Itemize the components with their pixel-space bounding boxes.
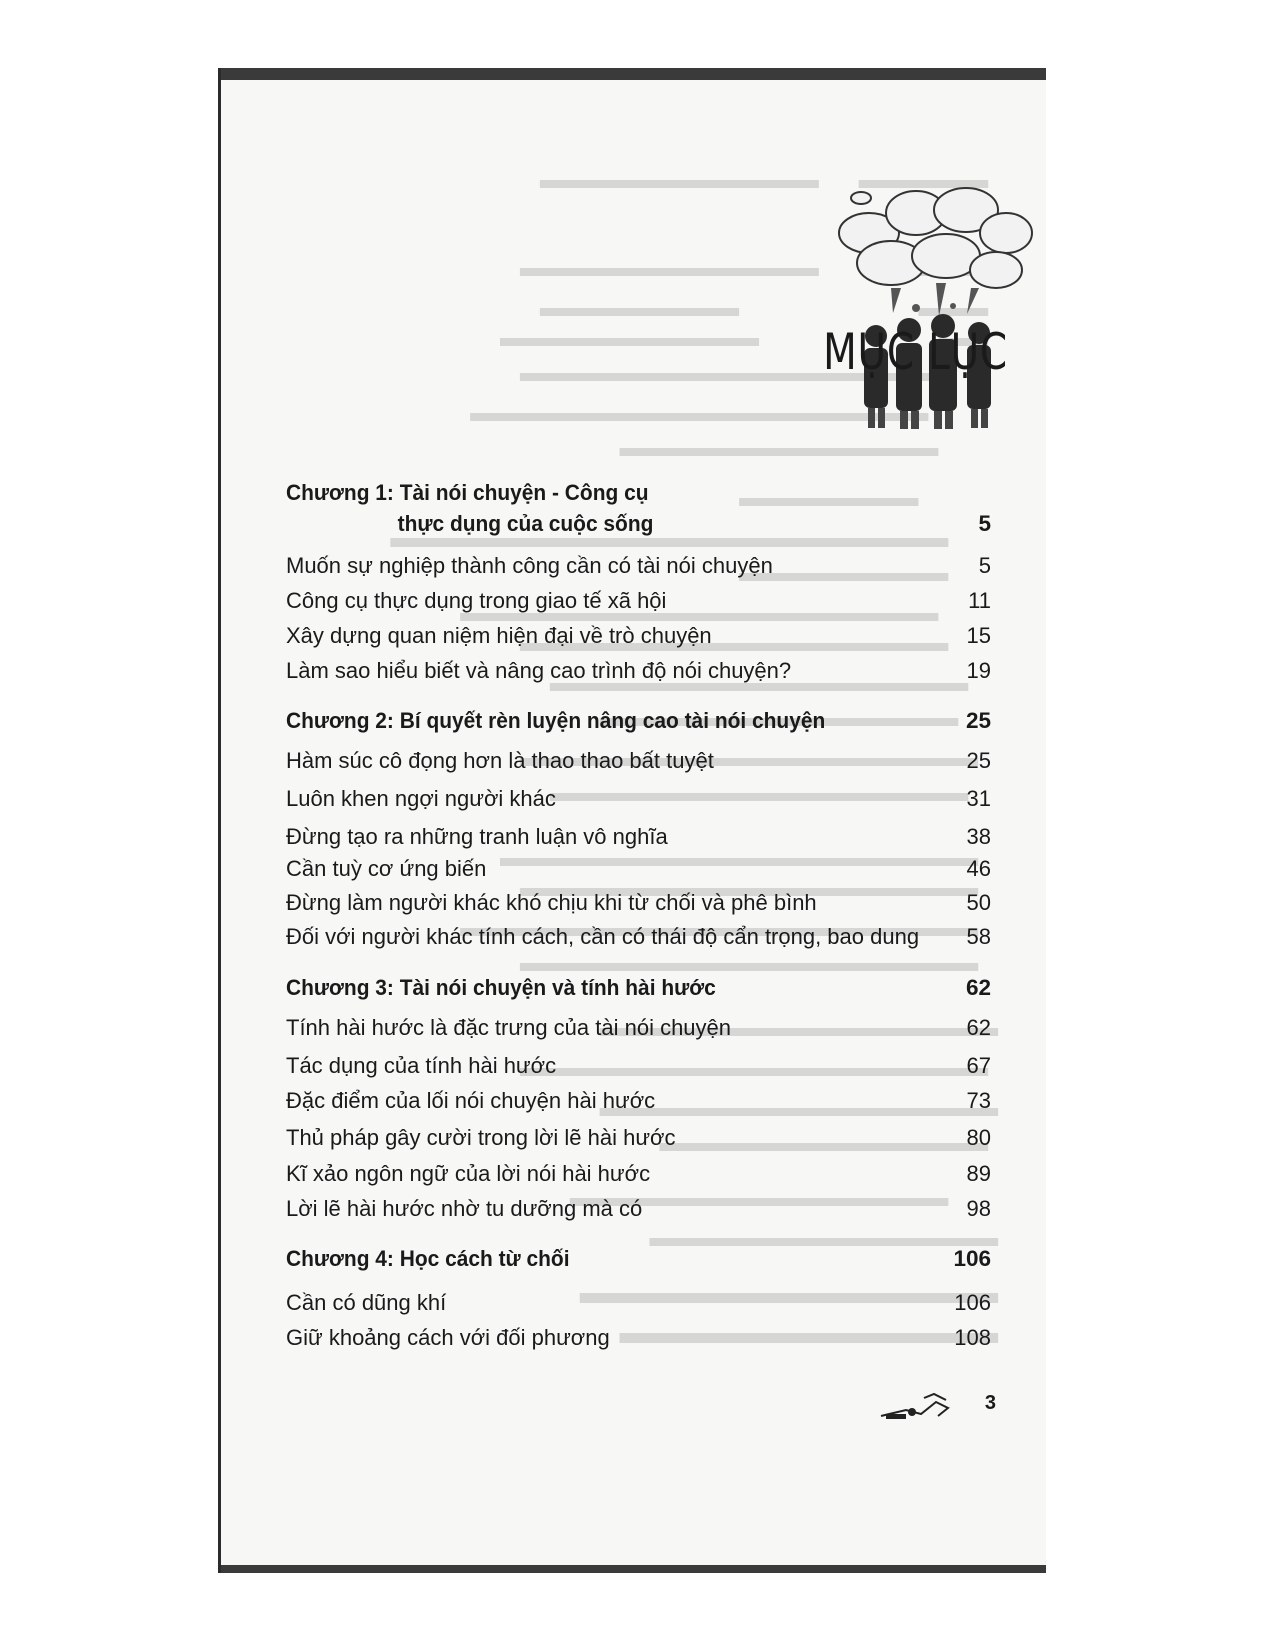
page-number: 3 xyxy=(984,1392,996,1414)
toc-entry[interactable] xyxy=(286,924,991,950)
entry-title: Công cụ thực dụng trong giao tế xã hội xyxy=(286,588,667,613)
chapter-title: Chương 3: Tài nói chuyện và tính hài hước xyxy=(286,975,716,1000)
toc-entry[interactable] xyxy=(286,1325,991,1351)
book-page xyxy=(218,68,1046,1573)
entry-title: Tác dụng của tính hài hước xyxy=(286,1053,557,1078)
toc-entry[interactable] xyxy=(286,588,991,614)
entry-title: Tính hài hước là đặc trưng của tài nói chuyện xyxy=(286,1015,732,1040)
reclining-figure-icon xyxy=(876,1388,966,1424)
chapter-page: 25 xyxy=(965,708,991,733)
entry-page: 11 xyxy=(968,588,991,613)
entry-page: 31 xyxy=(966,786,991,811)
entry-page: 15 xyxy=(966,623,991,648)
toc-entry[interactable] xyxy=(286,824,991,850)
toc-entry[interactable] xyxy=(286,658,991,684)
entry-page: 108 xyxy=(954,1325,991,1350)
chapter-page: 106 xyxy=(953,1246,991,1271)
entry-title: Cần tuỳ cơ ứng biến xyxy=(286,856,487,881)
entry-page: 89 xyxy=(966,1161,991,1186)
entry-page: 25 xyxy=(966,748,991,773)
toc-entry[interactable] xyxy=(286,1053,991,1079)
entry-title: Đối với người khác tính cách, cần có thái độ cẩn trọng, bao dung xyxy=(286,924,920,949)
entry-title: Cần có dũng khí xyxy=(286,1290,447,1315)
entry-title: Muốn sự nghiệp thành công cần có tài nói chuyện xyxy=(286,553,773,578)
entry-page: 19 xyxy=(966,658,991,683)
toc-entry[interactable] xyxy=(286,623,991,649)
toc-title: MỤC LỤC xyxy=(823,323,1008,381)
entry-title: Giữ khoảng cách với đối phương xyxy=(286,1325,610,1350)
chapter-1-heading[interactable] xyxy=(286,480,991,506)
thought-bubble-illustration xyxy=(821,138,1041,468)
entry-page: 80 xyxy=(966,1125,991,1150)
chapter-1-heading-cont[interactable] xyxy=(286,511,991,537)
entry-page: 62 xyxy=(966,1015,991,1040)
entry-title: Lời lẽ hài hước nhờ tu dưỡng mà có xyxy=(286,1196,643,1221)
entry-title: Hàm súc cô đọng hơn là thao thao bất tuyệt xyxy=(286,748,714,773)
entry-title: Đừng làm người khác khó chịu khi từ chối và phê bình xyxy=(286,890,817,915)
chapter-title: Chương 1: Tài nói chuyện - Công cụ xyxy=(286,480,649,505)
chapter-title: Chương 2: Bí quyết rèn luyện nâng cao tài nói chuyện xyxy=(286,708,826,733)
entry-page: 46 xyxy=(966,856,991,881)
toc-entry[interactable] xyxy=(286,786,991,812)
entry-page: 38 xyxy=(966,824,991,849)
entry-title: Đặc điểm của lối nói chuyện hài hước xyxy=(286,1088,656,1113)
toc-entry[interactable] xyxy=(286,890,991,916)
entry-page: 106 xyxy=(954,1290,991,1315)
toc-entry[interactable] xyxy=(286,1125,991,1151)
entry-title: Đừng tạo ra những tranh luận vô nghĩa xyxy=(286,824,668,849)
entry-page: 5 xyxy=(978,553,991,578)
chapter-2-heading[interactable] xyxy=(286,708,991,734)
entry-title: Kĩ xảo ngôn ngữ của lời nói hài hước xyxy=(286,1161,651,1186)
toc-entry[interactable] xyxy=(286,1161,991,1187)
scan-bottom-edge xyxy=(221,1565,1046,1573)
entry-page: 98 xyxy=(966,1196,991,1221)
entry-title: Luôn khen ngợi người khác xyxy=(286,786,556,811)
entry-page: 73 xyxy=(966,1088,991,1113)
toc-entry[interactable] xyxy=(286,553,991,579)
toc-entry[interactable] xyxy=(286,1290,991,1316)
toc-entry[interactable] xyxy=(286,856,991,882)
entry-page: 58 xyxy=(966,924,991,949)
toc-entry[interactable] xyxy=(286,1088,991,1114)
entry-title: Làm sao hiểu biết và nâng cao trình độ nói chuyện? xyxy=(286,658,792,683)
toc-entry[interactable] xyxy=(286,1196,991,1222)
entry-page: 50 xyxy=(966,890,991,915)
chapter-3-heading[interactable] xyxy=(286,975,991,1001)
entry-page: 67 xyxy=(966,1053,991,1078)
entry-title: Xây dựng quan niệm hiện đại về trò chuyện xyxy=(286,623,712,648)
chapter-page: 5 xyxy=(978,511,991,536)
entry-title: Thủ pháp gây cười trong lời lẽ hài hước xyxy=(286,1125,676,1150)
page-footer xyxy=(876,1388,996,1428)
chapter-title-line2: thực dụng của cuộc sống xyxy=(397,511,654,536)
chapter-page: 62 xyxy=(965,975,991,1000)
chapter-title: Chương 4: Học cách từ chối xyxy=(286,1246,570,1271)
toc-entry[interactable] xyxy=(286,1015,991,1041)
toc-entry[interactable] xyxy=(286,748,991,774)
chapter-4-heading[interactable] xyxy=(286,1246,991,1272)
